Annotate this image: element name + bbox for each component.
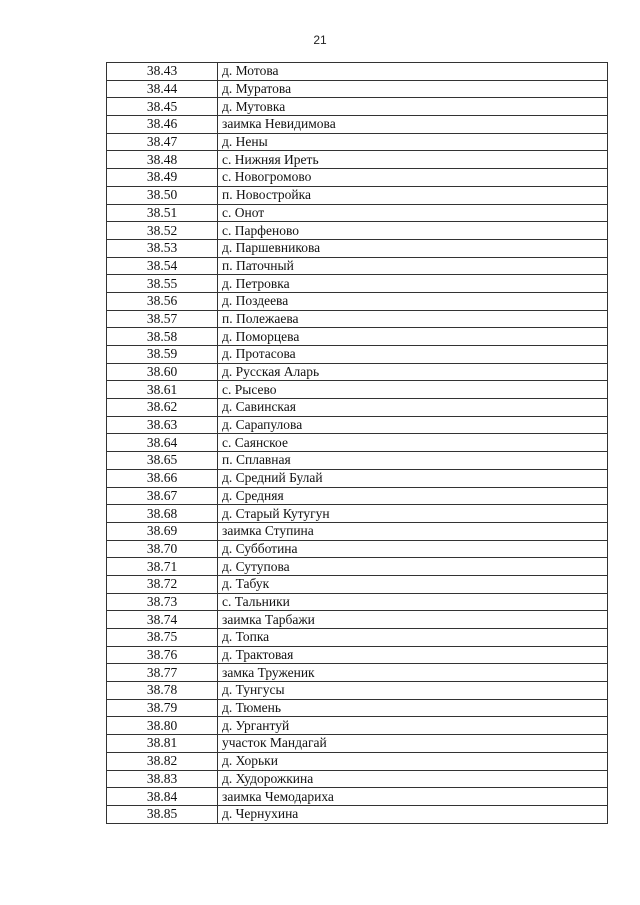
row-number-cell: 38.49 bbox=[107, 169, 218, 187]
row-number-cell: 38.81 bbox=[107, 735, 218, 753]
row-number-cell: 38.74 bbox=[107, 611, 218, 629]
row-number-cell: 38.66 bbox=[107, 469, 218, 487]
table-row bbox=[107, 116, 608, 134]
row-number-cell: 38.56 bbox=[107, 292, 218, 310]
settlement-name-cell: д. Худорожкина bbox=[218, 770, 608, 788]
row-number-cell: 38.77 bbox=[107, 664, 218, 682]
row-number-cell: 38.80 bbox=[107, 717, 218, 735]
table-row bbox=[107, 629, 608, 647]
row-number-cell: 38.65 bbox=[107, 452, 218, 470]
row-number-cell: 38.83 bbox=[107, 770, 218, 788]
row-number-cell: 38.54 bbox=[107, 257, 218, 275]
row-number-cell: 38.85 bbox=[107, 805, 218, 823]
table-row bbox=[107, 735, 608, 753]
settlement-name-cell: д. Савинская bbox=[218, 399, 608, 417]
settlement-name-cell: д. Сарапулова bbox=[218, 416, 608, 434]
settlement-name-cell: д. Сутупова bbox=[218, 558, 608, 576]
row-number-cell: 38.55 bbox=[107, 275, 218, 293]
row-number-cell: 38.72 bbox=[107, 575, 218, 593]
settlement-name-cell: заимка Тарбажи bbox=[218, 611, 608, 629]
table-row bbox=[107, 381, 608, 399]
settlement-name-cell: д. Нены bbox=[218, 133, 608, 151]
settlement-name-cell: д. Табук bbox=[218, 575, 608, 593]
settlement-name-cell: заимка Невидимова bbox=[218, 116, 608, 134]
row-number-cell: 38.70 bbox=[107, 540, 218, 558]
row-number-cell: 38.68 bbox=[107, 505, 218, 523]
table-row bbox=[107, 540, 608, 558]
settlement-name-cell: д. Субботина bbox=[218, 540, 608, 558]
settlement-name-cell: д. Чернухина bbox=[218, 805, 608, 823]
row-number-cell: 38.50 bbox=[107, 186, 218, 204]
settlement-name-cell: п. Полежаева bbox=[218, 310, 608, 328]
table-body bbox=[107, 63, 608, 824]
table-row bbox=[107, 416, 608, 434]
row-number-cell: 38.71 bbox=[107, 558, 218, 576]
table-row bbox=[107, 310, 608, 328]
table-row bbox=[107, 699, 608, 717]
row-number-cell: 38.75 bbox=[107, 629, 218, 647]
row-number-cell: 38.44 bbox=[107, 80, 218, 98]
table-row bbox=[107, 646, 608, 664]
table-row bbox=[107, 664, 608, 682]
table-row bbox=[107, 257, 608, 275]
settlement-name-cell: д. Мутовка bbox=[218, 98, 608, 116]
table-row bbox=[107, 452, 608, 470]
settlement-name-cell: д. Протасова bbox=[218, 346, 608, 364]
table-row bbox=[107, 399, 608, 417]
settlement-name-cell: с. Саянское bbox=[218, 434, 608, 452]
table-row bbox=[107, 469, 608, 487]
row-number-cell: 38.46 bbox=[107, 116, 218, 134]
settlement-name-cell: заимка Чемодариха bbox=[218, 788, 608, 806]
table-row bbox=[107, 575, 608, 593]
table-row bbox=[107, 434, 608, 452]
settlement-name-cell: п. Новостройка bbox=[218, 186, 608, 204]
settlement-name-cell: д. Паршевникова bbox=[218, 239, 608, 257]
settlement-name-cell: п. Сплавная bbox=[218, 452, 608, 470]
row-number-cell: 38.73 bbox=[107, 593, 218, 611]
settlement-name-cell: замка Труженик bbox=[218, 664, 608, 682]
settlement-name-cell: с. Новогромово bbox=[218, 169, 608, 187]
row-number-cell: 38.57 bbox=[107, 310, 218, 328]
page-number: 21 bbox=[313, 33, 327, 47]
settlement-name-cell: д. Ургантуй bbox=[218, 717, 608, 735]
settlement-name-cell: с. Онот bbox=[218, 204, 608, 222]
row-number-cell: 38.58 bbox=[107, 328, 218, 346]
table-row bbox=[107, 239, 608, 257]
settlement-name-cell: д. Средний Булай bbox=[218, 469, 608, 487]
settlement-name-cell: с. Нижняя Иреть bbox=[218, 151, 608, 169]
row-number-cell: 38.61 bbox=[107, 381, 218, 399]
table-row bbox=[107, 169, 608, 187]
settlement-name-cell: д. Средняя bbox=[218, 487, 608, 505]
row-number-cell: 38.79 bbox=[107, 699, 218, 717]
table-row bbox=[107, 186, 608, 204]
row-number-cell: 38.62 bbox=[107, 399, 218, 417]
table-row bbox=[107, 80, 608, 98]
settlement-name-cell: д. Трактовая bbox=[218, 646, 608, 664]
settlement-name-cell: д. Поморцева bbox=[218, 328, 608, 346]
table-row bbox=[107, 151, 608, 169]
row-number-cell: 38.76 bbox=[107, 646, 218, 664]
table-row bbox=[107, 133, 608, 151]
table-row bbox=[107, 682, 608, 700]
row-number-cell: 38.82 bbox=[107, 752, 218, 770]
table-row bbox=[107, 487, 608, 505]
settlement-name-cell: с. Рысево bbox=[218, 381, 608, 399]
table-row bbox=[107, 558, 608, 576]
settlement-name-cell: с. Тальники bbox=[218, 593, 608, 611]
settlement-name-cell: д. Русская Аларь bbox=[218, 363, 608, 381]
settlements-table bbox=[106, 62, 608, 824]
row-number-cell: 38.60 bbox=[107, 363, 218, 381]
row-number-cell: 38.63 bbox=[107, 416, 218, 434]
table-row bbox=[107, 717, 608, 735]
settlement-name-cell: д. Муратова bbox=[218, 80, 608, 98]
table-row bbox=[107, 505, 608, 523]
row-number-cell: 38.51 bbox=[107, 204, 218, 222]
table-row bbox=[107, 346, 608, 364]
settlement-name-cell: участок Мандагай bbox=[218, 735, 608, 753]
row-number-cell: 38.47 bbox=[107, 133, 218, 151]
settlement-name-cell: д. Поздеева bbox=[218, 292, 608, 310]
settlement-name-cell: с. Парфеново bbox=[218, 222, 608, 240]
settlement-name-cell: п. Паточный bbox=[218, 257, 608, 275]
table-row bbox=[107, 222, 608, 240]
table-row bbox=[107, 770, 608, 788]
row-number-cell: 38.69 bbox=[107, 522, 218, 540]
settlement-name-cell: д. Мотова bbox=[218, 63, 608, 81]
table-row bbox=[107, 805, 608, 823]
table-row bbox=[107, 363, 608, 381]
row-number-cell: 38.78 bbox=[107, 682, 218, 700]
table-row bbox=[107, 204, 608, 222]
row-number-cell: 38.84 bbox=[107, 788, 218, 806]
settlement-name-cell: д. Петровка bbox=[218, 275, 608, 293]
table-row bbox=[107, 788, 608, 806]
row-number-cell: 38.64 bbox=[107, 434, 218, 452]
settlement-name-cell: заимка Ступина bbox=[218, 522, 608, 540]
row-number-cell: 38.67 bbox=[107, 487, 218, 505]
table-row bbox=[107, 328, 608, 346]
table-row bbox=[107, 63, 608, 81]
row-number-cell: 38.52 bbox=[107, 222, 218, 240]
settlement-name-cell: д. Топка bbox=[218, 629, 608, 647]
row-number-cell: 38.43 bbox=[107, 63, 218, 81]
settlement-name-cell: д. Тунгусы bbox=[218, 682, 608, 700]
settlement-name-cell: д. Старый Кутугун bbox=[218, 505, 608, 523]
row-number-cell: 38.45 bbox=[107, 98, 218, 116]
table-row bbox=[107, 98, 608, 116]
table-row bbox=[107, 292, 608, 310]
settlement-name-cell: д. Хорьки bbox=[218, 752, 608, 770]
row-number-cell: 38.48 bbox=[107, 151, 218, 169]
table-row bbox=[107, 522, 608, 540]
row-number-cell: 38.53 bbox=[107, 239, 218, 257]
settlement-name-cell: д. Тюмень bbox=[218, 699, 608, 717]
table-row bbox=[107, 752, 608, 770]
table-row bbox=[107, 593, 608, 611]
table-row bbox=[107, 611, 608, 629]
row-number-cell: 38.59 bbox=[107, 346, 218, 364]
table-row bbox=[107, 275, 608, 293]
